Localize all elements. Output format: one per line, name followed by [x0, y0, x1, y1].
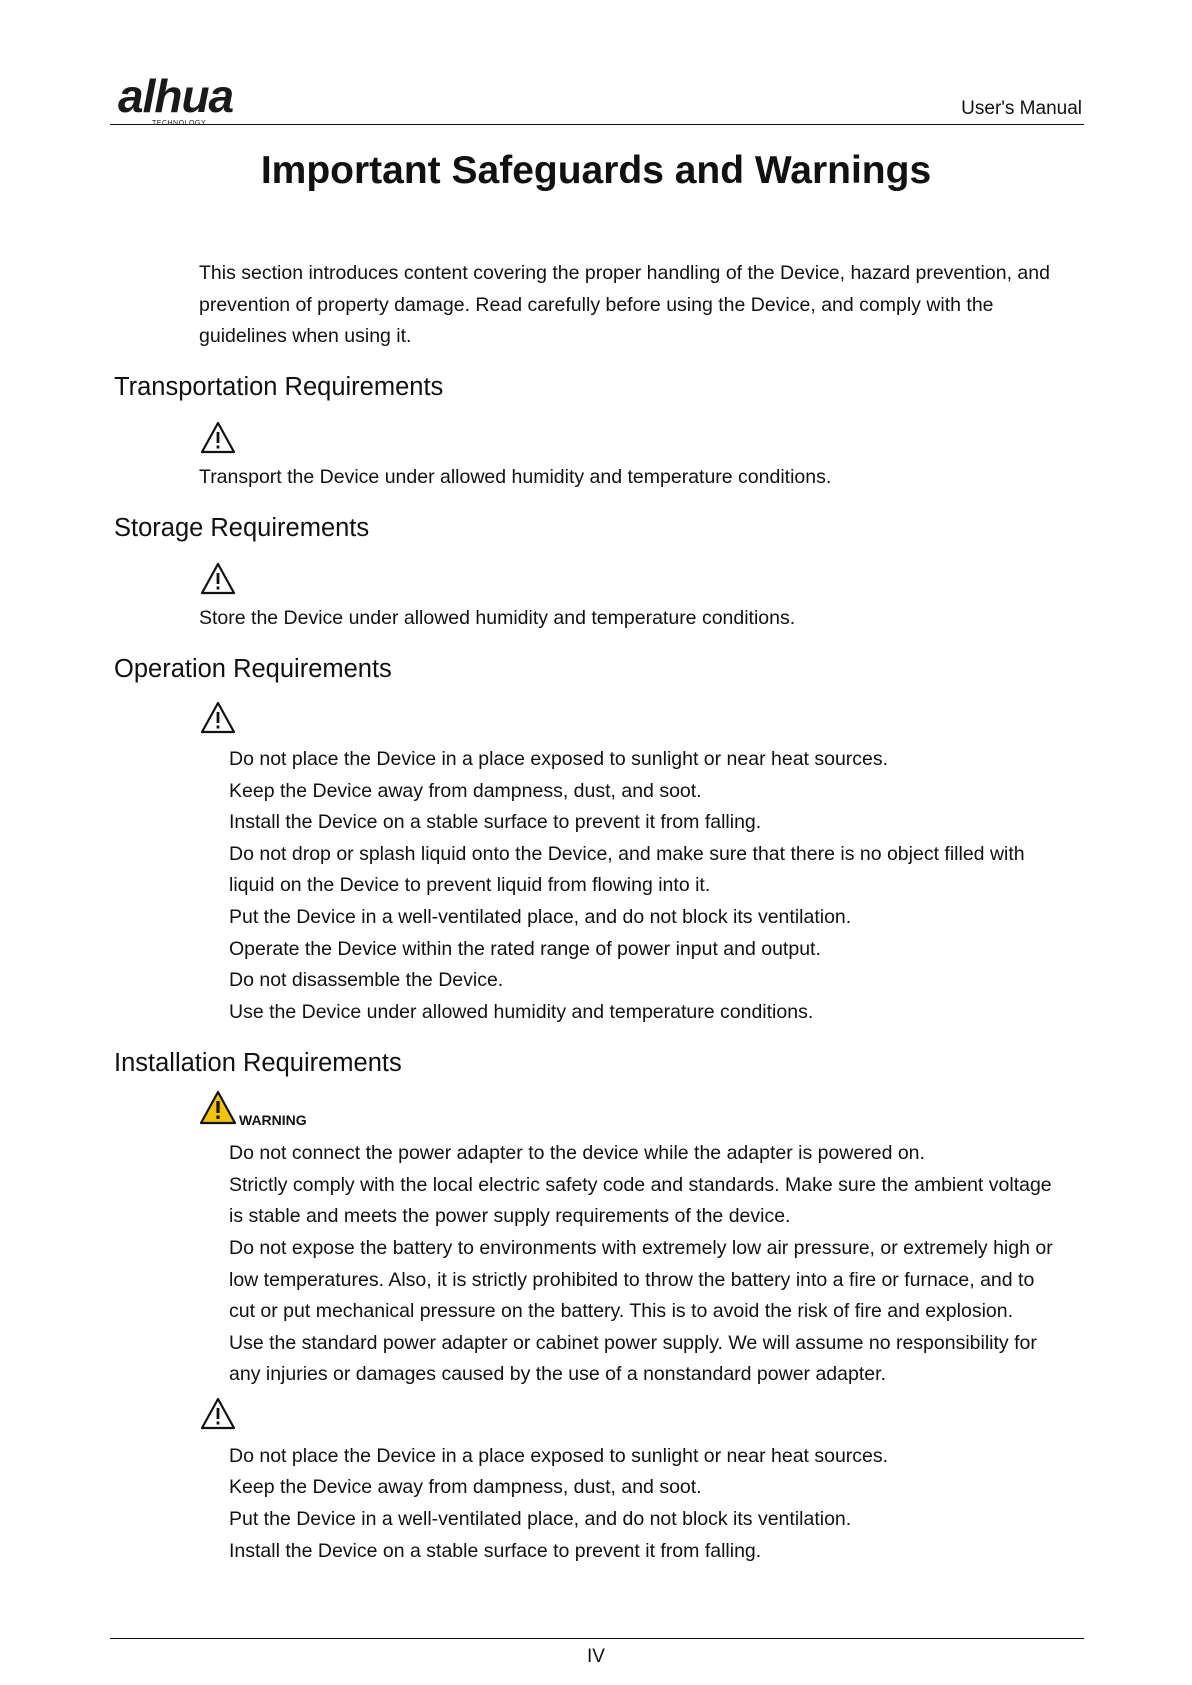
requirement-item: Do not expose the battery to environments with extremely low air pressure, or extremely high or [229, 1237, 1053, 1259]
requirement-item: low temperatures. Also, it is strictly prohibited to throw the battery into a fire or furnace, and to [229, 1269, 1035, 1291]
requirement-item: liquid on the Device to prevent liquid from flowing into it. [229, 874, 711, 896]
footer-divider [110, 1638, 1084, 1639]
requirement-item: Do not place the Device in a place exposed to sunlight or near heat sources. [229, 748, 889, 770]
requirement-item: Keep the Device away from dampness, dust, and soot. [229, 780, 702, 802]
page-number: IV [587, 1646, 605, 1667]
intro-line: guidelines when using it. [199, 325, 412, 347]
logo-subtitle: TECHNOLOGY [152, 120, 207, 127]
section-heading-transportation: Transportation Requirements [114, 373, 444, 401]
requirement-item: Install the Device on a stable surface to prevent it from falling. [229, 1540, 762, 1562]
requirement-item: cut or put mechanical pressure on the battery. This is to avoid the risk of fire and explosion. [229, 1300, 1014, 1322]
requirement-item: Use the Device under allowed humidity and temperature conditions. [229, 1001, 814, 1023]
intro-line: This section introduces content covering the proper handling of the Device, hazard prevention, and [199, 262, 1050, 284]
requirement-item: Do not drop or splash liquid onto the Device, and make sure that there is no object filled with [229, 843, 1025, 865]
section-heading-storage: Storage Requirements [114, 514, 370, 542]
manual-label: User's Manual [961, 98, 1082, 119]
requirement-item: is stable and meets the power supply requirements of the device. [229, 1205, 791, 1227]
requirement-item: Transport the Device under allowed humidity and temperature conditions. [199, 466, 832, 488]
requirement-item: Put the Device in a well-ventilated place, and do not block its ventilation. [229, 906, 852, 928]
requirement-item: Strictly comply with the local electric safety code and standards. Make sure the ambient voltage [229, 1174, 1052, 1196]
requirement-item: Do not disassemble the Device. [229, 969, 504, 991]
logo-wordmark: alhua [118, 70, 234, 122]
requirement-item: Operate the Device within the rated range of power input and output. [229, 938, 821, 960]
requirement-item: Install the Device on a stable surface to prevent it from falling. [229, 811, 762, 833]
section-heading-installation: Installation Requirements [114, 1049, 402, 1077]
requirement-item: any injuries or damages caused by the use of a nonstandard power adapter. [229, 1363, 886, 1385]
caution-icon [199, 1396, 237, 1432]
header-divider [110, 124, 1084, 125]
page-title: Important Safeguards and Warnings [260, 149, 932, 192]
requirement-item: Do not connect the power adapter to the device while the adapter is powered on. [229, 1142, 925, 1164]
caution-icon [199, 700, 237, 736]
section-heading-operation: Operation Requirements [114, 655, 392, 683]
intro-paragraph [199, 258, 1079, 353]
requirement-item: Put the Device in a well-ventilated place, and do not block its ventilation. [229, 1508, 852, 1530]
requirement-item: Keep the Device away from dampness, dust, and soot. [229, 1476, 702, 1498]
caution-icon [199, 561, 237, 597]
requirement-item: Use the standard power adapter or cabinet power supply. We will assume no responsibility for [229, 1332, 1037, 1354]
warning-filled-icon [199, 1090, 237, 1126]
requirement-item: Store the Device under allowed humidity and temperature conditions. [199, 607, 796, 629]
intro-line: prevention of property damage. Read carefully before using the Device, and comply with the [199, 293, 994, 316]
requirement-item: Do not place the Device in a place exposed to sunlight or near heat sources. [229, 1445, 889, 1467]
warning-label: WARNING [239, 1112, 307, 1128]
caution-icon [199, 420, 237, 456]
